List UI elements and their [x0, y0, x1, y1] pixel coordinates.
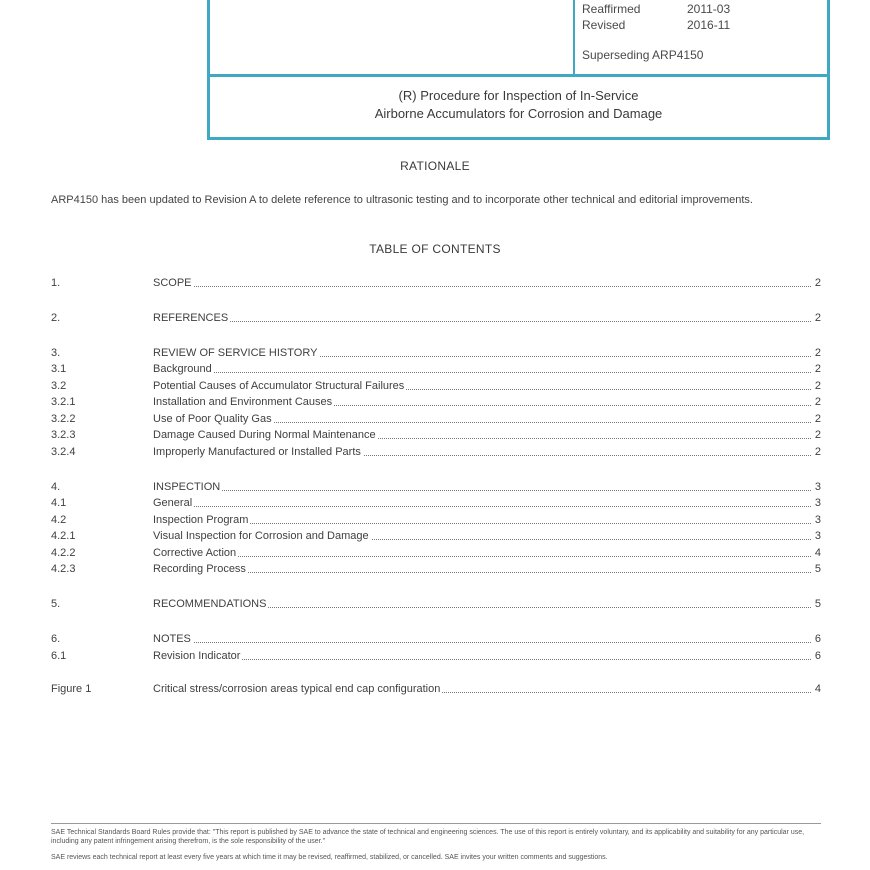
toc-leader-dots [153, 321, 811, 322]
toc-entry-number: 1. [51, 277, 61, 289]
toc-entry-number: 6. [51, 633, 61, 645]
toc-entry-number: 4.2 [51, 514, 67, 526]
toc-entry-number: 6.1 [51, 650, 67, 662]
toc-leader-dots [153, 523, 811, 524]
toc-entry-number: 4.1 [51, 497, 67, 509]
toc-leader-dots [153, 556, 811, 557]
toc-entry-page: 3 [814, 530, 821, 542]
toc-entry-title: Use of Poor Quality Gas [153, 413, 272, 425]
toc-entry-page: 3 [814, 497, 821, 509]
toc-entry [51, 445, 821, 459]
toc-entry [51, 546, 821, 560]
toc-entry-title: REFERENCES [153, 312, 229, 324]
toc-entry-page: 2 [814, 429, 821, 441]
toc-entry-page: 2 [814, 413, 821, 425]
toc-entry-title: Background [153, 363, 212, 375]
toc-entry-title: NOTES [153, 633, 191, 645]
rationale-text: ARP4150 has been updated to Revision A to delete reference to ultrasonic testing and to incorporate other technical and editorial improvements. [51, 194, 753, 206]
revised-value: 2016-11 [687, 18, 731, 32]
toc-entry [51, 412, 821, 426]
toc-entry-page: 5 [814, 563, 821, 575]
toc-entry [51, 513, 821, 527]
toc-entry-number: 3.2.1 [51, 396, 76, 408]
document-metadata [582, 1, 822, 63]
toc-entry-page: 2 [814, 396, 821, 408]
toc-entry [51, 428, 821, 442]
footer-paragraph-2: SAE reviews each technical report at least every five years at which time it may be revised, reaffirmed, stabilized, or cancelled. SAE invites your written comments and suggestions. [51, 854, 608, 861]
document-header-box [207, 0, 830, 140]
toc-entry-number: 2. [51, 312, 61, 324]
toc-entry-number: 3.2 [51, 380, 67, 392]
toc-entry-number: 4.2.3 [51, 563, 76, 575]
toc-entry-number: 4.2.1 [51, 530, 76, 542]
toc-entry-title: General [153, 497, 193, 509]
toc-entry [51, 632, 821, 646]
toc-entry [51, 362, 821, 376]
toc-entry-title: RECOMMENDATIONS [153, 598, 267, 610]
toc-entry-number: 3. [51, 347, 61, 359]
header-divider [573, 0, 575, 74]
document-title [210, 87, 827, 123]
toc-entry-title: Potential Causes of Accumulator Structural Failures [153, 380, 405, 392]
toc-entry [51, 682, 821, 696]
toc-leader-dots [153, 490, 811, 491]
toc-entry [51, 529, 821, 543]
toc-entry-title: INSPECTION [153, 481, 221, 493]
toc-entry-page: 4 [814, 547, 821, 559]
toc-entry [51, 346, 821, 360]
toc-entry-title: SCOPE [153, 277, 192, 289]
toc-entry-title: Corrective Action [153, 547, 237, 559]
toc-entry [51, 311, 821, 325]
toc-leader-dots [153, 659, 811, 660]
toc-entry-page: 6 [814, 650, 821, 662]
toc-entry-title: Visual Inspection for Corrosion and Damage [153, 530, 369, 542]
toc-entry [51, 276, 821, 290]
toc-entry-title: Revision Indicator [153, 650, 241, 662]
toc-entry-page: 4 [814, 683, 821, 695]
reaffirmed-label: Reaffirmed [582, 2, 641, 16]
toc-entry-title: Improperly Manufactured or Installed Parts [153, 446, 361, 458]
toc-entry-number: 3.2.4 [51, 446, 76, 458]
toc-leader-dots [153, 642, 811, 643]
toc-entry [51, 597, 821, 611]
toc-entry [51, 480, 821, 494]
toc-entry-page: 2 [814, 277, 821, 289]
superseding-note: Superseding ARP4150 [582, 48, 704, 62]
toc-heading: TABLE OF CONTENTS [369, 242, 501, 256]
toc-entry-page: 2 [814, 312, 821, 324]
toc-entry [51, 562, 821, 576]
header-top-section [210, 0, 827, 77]
toc-entry-title: Recording Process [153, 563, 246, 575]
footer-rule [51, 823, 821, 824]
toc-entry-title: Installation and Environment Causes [153, 396, 333, 408]
toc-entry-page: 2 [814, 446, 821, 458]
toc-entry-number: 3.1 [51, 363, 67, 375]
toc-entry-number: 3.2.3 [51, 429, 76, 441]
toc-entry-number: 4.2.2 [51, 547, 76, 559]
document-title-line-2: Airborne Accumulators for Corrosion and Damage [374, 106, 663, 121]
toc-leader-dots [153, 506, 811, 507]
toc-entry [51, 379, 821, 393]
toc-entry-title: REVIEW OF SERVICE HISTORY [153, 347, 318, 359]
footer-paragraph-1: SAE Technical Standards Board Rules provide that: "This report is published by SAE to advance the state of technical and engineering sciences. The use of this report is entirely voluntary, and its applicability and suitability for any particular use, including any patent infringement arising therefrom, is the sole responsibility of the user." [51, 829, 805, 845]
toc-entry-page: 2 [814, 347, 821, 359]
revised-label: Revised [582, 18, 626, 32]
toc-entry-number: 3.2.2 [51, 413, 76, 425]
toc-leader-dots [153, 572, 811, 573]
toc-entry-number: 4. [51, 481, 61, 493]
toc-entry-title: Damage Caused During Normal Maintenance [153, 429, 376, 441]
toc-entry-number: 5. [51, 598, 61, 610]
toc-entry [51, 496, 821, 510]
toc-entry-number: Figure 1 [51, 683, 92, 695]
toc-entry-page: 2 [814, 363, 821, 375]
toc-entry [51, 395, 821, 409]
document-title-line-1: (R) Procedure for Inspection of In-Service [398, 88, 639, 103]
toc-entry [51, 649, 821, 663]
revised-row [582, 17, 822, 33]
rationale-heading: RATIONALE [400, 159, 470, 173]
toc-entry-page: 2 [814, 380, 821, 392]
toc-entry-title: Critical stress/corrosion areas typical end cap configuration [153, 683, 441, 695]
toc-leader-dots [153, 372, 811, 373]
toc-leader-dots [153, 286, 811, 287]
toc-entry-page: 6 [814, 633, 821, 645]
toc-entry-page: 3 [814, 514, 821, 526]
toc-entry-title: Inspection Program [153, 514, 249, 526]
reaffirmed-value: 2011-03 [687, 2, 731, 16]
toc-entry-page: 5 [814, 598, 821, 610]
toc-entry-page: 3 [814, 481, 821, 493]
reaffirmed-row [582, 1, 822, 17]
